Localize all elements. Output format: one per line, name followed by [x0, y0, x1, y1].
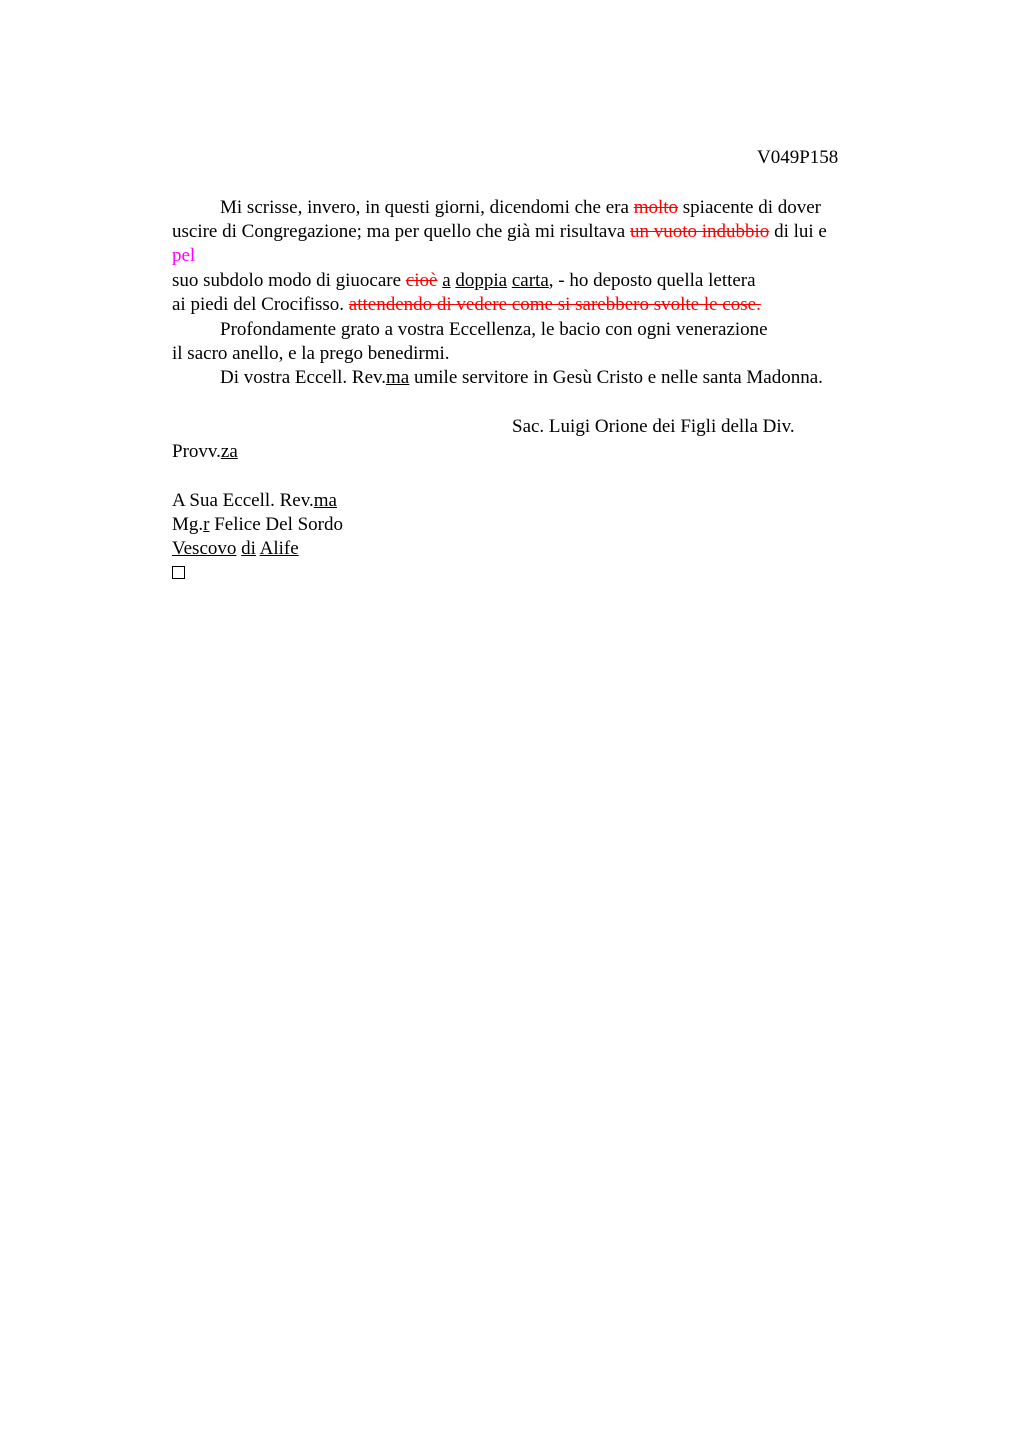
underlined-text: za [220, 441, 238, 462]
text-segment: Mg. [172, 514, 204, 535]
empty-square-icon [172, 566, 185, 579]
underlined-text: carta [511, 270, 549, 291]
paragraph1-line5 [172, 293, 761, 317]
paragraph1-line1 [220, 196, 821, 220]
paragraph1-line3 [172, 244, 195, 268]
deleted-text: un vuoto indubbio [629, 221, 770, 242]
underlined-text: doppia [455, 270, 508, 291]
signature-line1: Sac. Luigi Orione dei Figli della Div. [512, 416, 795, 437]
text-segment: di lui e [769, 221, 827, 242]
paragraph2-line1: Profondamente grato a vostra Eccellenza, le bacio con ogni venerazione [220, 319, 768, 340]
text-segment: ai piedi del Crocifisso. [172, 294, 349, 315]
text-segment: Di vostra Eccell. Rev. [220, 367, 387, 388]
closing-line [220, 366, 823, 390]
page-id: V049P158 [757, 147, 839, 168]
deleted-text: cioè [405, 270, 438, 291]
signature-line2 [172, 440, 238, 464]
address-line2 [172, 513, 343, 537]
deleted-text: attendendo di vedere come si sarebbero svolte le cose. [348, 294, 761, 315]
address-line1 [172, 489, 337, 513]
deleted-text: molto [633, 197, 679, 218]
text-segment: Felice Del Sordo [209, 514, 343, 535]
underlined-text: r [203, 514, 210, 535]
underlined-text: Alife [259, 538, 299, 559]
paragraph1-line2 [172, 220, 827, 244]
paragraph2-line2: il sacro anello, e la prego benedirmi. [172, 343, 450, 364]
text-segment: uscire di Congregazione; ma per quello che già mi risultava [172, 221, 630, 242]
text-segment: Provv. [172, 441, 221, 462]
text-segment: A Sua Eccell. Rev. [172, 490, 314, 511]
address-line3 [172, 537, 299, 561]
underlined-text: di [241, 538, 256, 559]
text-segment: umile servitore in Gesù Cristo e nelle santa Madonna. [409, 367, 823, 388]
underlined-text: ma [386, 367, 410, 388]
text-segment: spiacente di dover [678, 197, 822, 218]
text-segment: Mi scrisse, invero, in questi giorni, dicendomi che era [220, 197, 634, 218]
inserted-text: pel [172, 245, 196, 266]
paragraph1-line4 [172, 269, 756, 293]
text-segment: suo subdolo modo di giuocare [172, 270, 406, 291]
underlined-text: Vescovo [172, 538, 237, 559]
underlined-text: ma [313, 490, 337, 511]
text-segment: , - ho deposto quella lettera [548, 270, 756, 291]
underlined-text: a [442, 270, 451, 291]
